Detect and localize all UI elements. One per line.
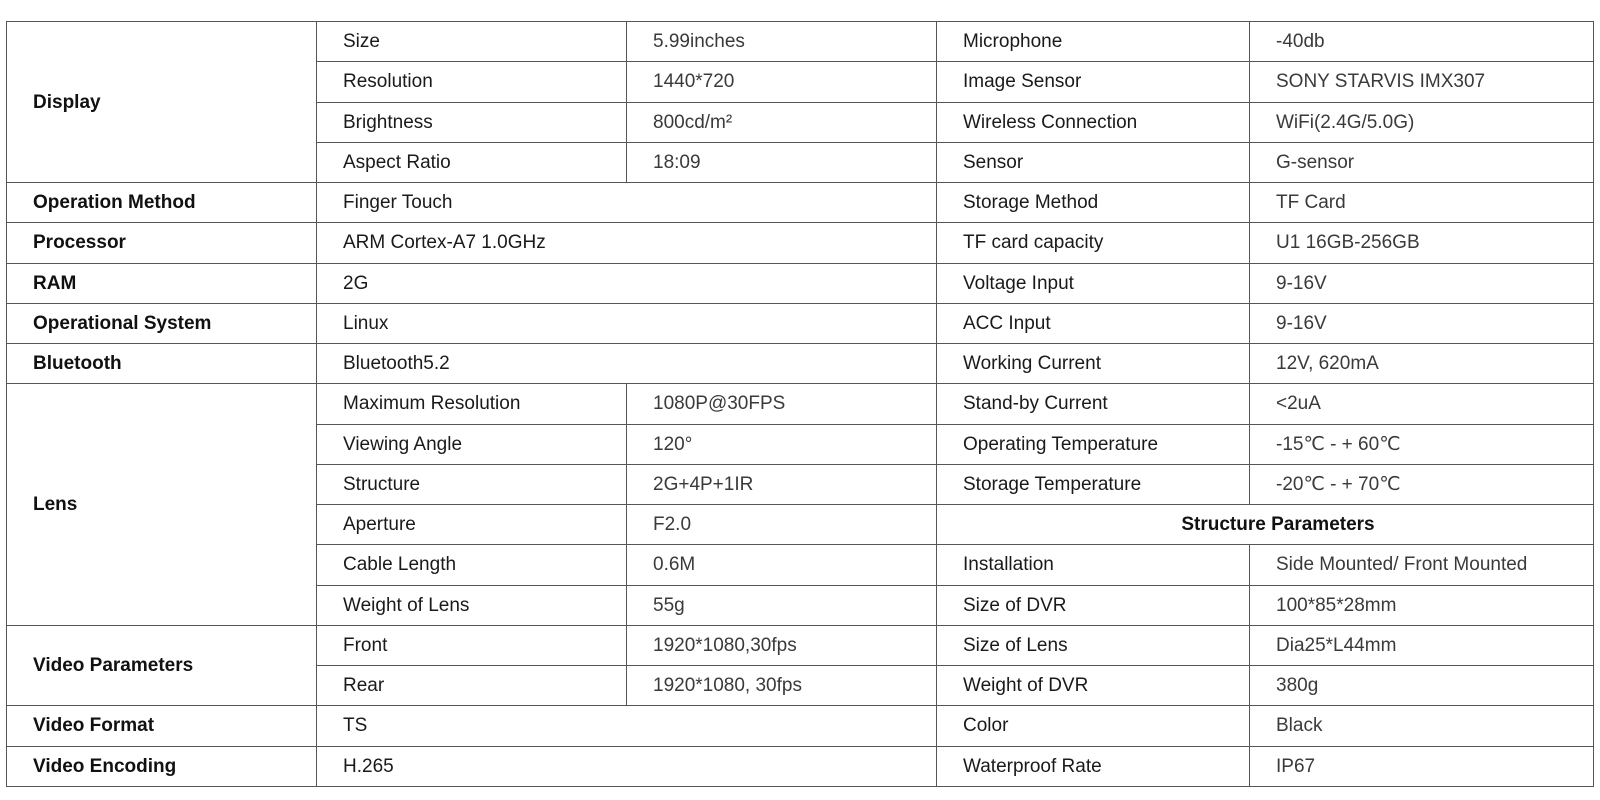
- spec-value: ARM Cortex-A7 1.0GHz: [317, 223, 937, 263]
- spec-label: Stand-by Current: [937, 384, 1250, 424]
- spec-label: Microphone: [937, 22, 1250, 62]
- spec-value: 800cd/m²: [627, 102, 937, 142]
- spec-value: 2G: [317, 263, 937, 303]
- category-bluetooth: Bluetooth: [7, 344, 317, 384]
- spec-value: WiFi(2.4G/5.0G): [1250, 102, 1594, 142]
- table-row: [7, 384, 1594, 424]
- spec-value: Black: [1250, 706, 1594, 746]
- table-row: [7, 223, 1594, 263]
- spec-label: Size: [317, 22, 627, 62]
- category-display: Display: [7, 22, 317, 183]
- spec-value: 1080P@30FPS: [627, 384, 937, 424]
- spec-value: Linux: [317, 303, 937, 343]
- spec-label: Size of DVR: [937, 585, 1250, 625]
- spec-value: Finger Touch: [317, 183, 937, 223]
- spec-label: Rear: [317, 666, 627, 706]
- spec-value: 5.99inches: [627, 22, 937, 62]
- spec-value: -15℃ - + 60℃: [1250, 424, 1594, 464]
- spec-label: Size of Lens: [937, 625, 1250, 665]
- spec-value: H.265: [317, 746, 937, 787]
- spec-label: Cable Length: [317, 545, 627, 585]
- spec-value: F2.0: [627, 505, 937, 545]
- table-row: [7, 746, 1594, 787]
- spec-label: Front: [317, 625, 627, 665]
- spec-label: Voltage Input: [937, 263, 1250, 303]
- spec-label: Waterproof Rate: [937, 746, 1250, 787]
- spec-value: 2G+4P+1IR: [627, 464, 937, 504]
- spec-value: 12V, 620mA: [1250, 344, 1594, 384]
- spec-value: 0.6M: [627, 545, 937, 585]
- spec-value: Dia25*L44mm: [1250, 625, 1594, 665]
- spec-value: 1440*720: [627, 62, 937, 102]
- spec-value: 120°: [627, 424, 937, 464]
- spec-value: 55g: [627, 585, 937, 625]
- spec-label: Weight of Lens: [317, 585, 627, 625]
- spec-label: Aspect Ratio: [317, 142, 627, 182]
- spec-value: <2uA: [1250, 384, 1594, 424]
- spec-label: Color: [937, 706, 1250, 746]
- spec-value: 100*85*28mm: [1250, 585, 1594, 625]
- category-lens: Lens: [7, 384, 317, 626]
- category-processor: Processor: [7, 223, 317, 263]
- spec-label: Working Current: [937, 344, 1250, 384]
- spec-value: SONY STARVIS IMX307: [1250, 62, 1594, 102]
- spec-value: 1920*1080, 30fps: [627, 666, 937, 706]
- spec-label: Storage Method: [937, 183, 1250, 223]
- category-ram: RAM: [7, 263, 317, 303]
- spec-value: TS: [317, 706, 937, 746]
- spec-value: IP67: [1250, 746, 1594, 787]
- spec-value: 380g: [1250, 666, 1594, 706]
- spec-value: Bluetooth5.2: [317, 344, 937, 384]
- table-row: [7, 625, 1594, 665]
- section-heading-structure-parameters: Structure Parameters: [937, 505, 1594, 545]
- spec-label: Structure: [317, 464, 627, 504]
- spec-label: Resolution: [317, 62, 627, 102]
- table-row: [7, 263, 1594, 303]
- spec-value: 1920*1080,30fps: [627, 625, 937, 665]
- category-video-format: Video Format: [7, 706, 317, 746]
- category-operation-method: Operation Method: [7, 183, 317, 223]
- spec-label: Viewing Angle: [317, 424, 627, 464]
- spec-label: Aperture: [317, 505, 627, 545]
- spec-value: 9-16V: [1250, 263, 1594, 303]
- category-operational-system: Operational System: [7, 303, 317, 343]
- spec-label: Installation: [937, 545, 1250, 585]
- table-row: [7, 706, 1594, 746]
- table-row: [7, 344, 1594, 384]
- category-video-parameters: Video Parameters: [7, 625, 317, 706]
- spec-value: 9-16V: [1250, 303, 1594, 343]
- table-row: [7, 22, 1594, 62]
- spec-value: -20℃ - + 70℃: [1250, 464, 1594, 504]
- spec-label: Wireless Connection: [937, 102, 1250, 142]
- spec-label: Image Sensor: [937, 62, 1250, 102]
- spec-value: G-sensor: [1250, 142, 1594, 182]
- category-video-encoding: Video Encoding: [7, 746, 317, 787]
- spec-label: Maximum Resolution: [317, 384, 627, 424]
- spec-label: Storage Temperature: [937, 464, 1250, 504]
- spec-label: Weight of DVR: [937, 666, 1250, 706]
- spec-value: TF Card: [1250, 183, 1594, 223]
- spec-label: ACC Input: [937, 303, 1250, 343]
- table-row: [7, 303, 1594, 343]
- spec-value: U1 16GB-256GB: [1250, 223, 1594, 263]
- table-row: [7, 183, 1594, 223]
- spec-label: TF card capacity: [937, 223, 1250, 263]
- spec-label: Operating Temperature: [937, 424, 1250, 464]
- spec-value: -40db: [1250, 22, 1594, 62]
- spec-table: [6, 21, 1594, 787]
- spec-label: Brightness: [317, 102, 627, 142]
- spec-label: Sensor: [937, 142, 1250, 182]
- spec-value: Side Mounted/ Front Mounted: [1250, 545, 1594, 585]
- spec-value: 18:09: [627, 142, 937, 182]
